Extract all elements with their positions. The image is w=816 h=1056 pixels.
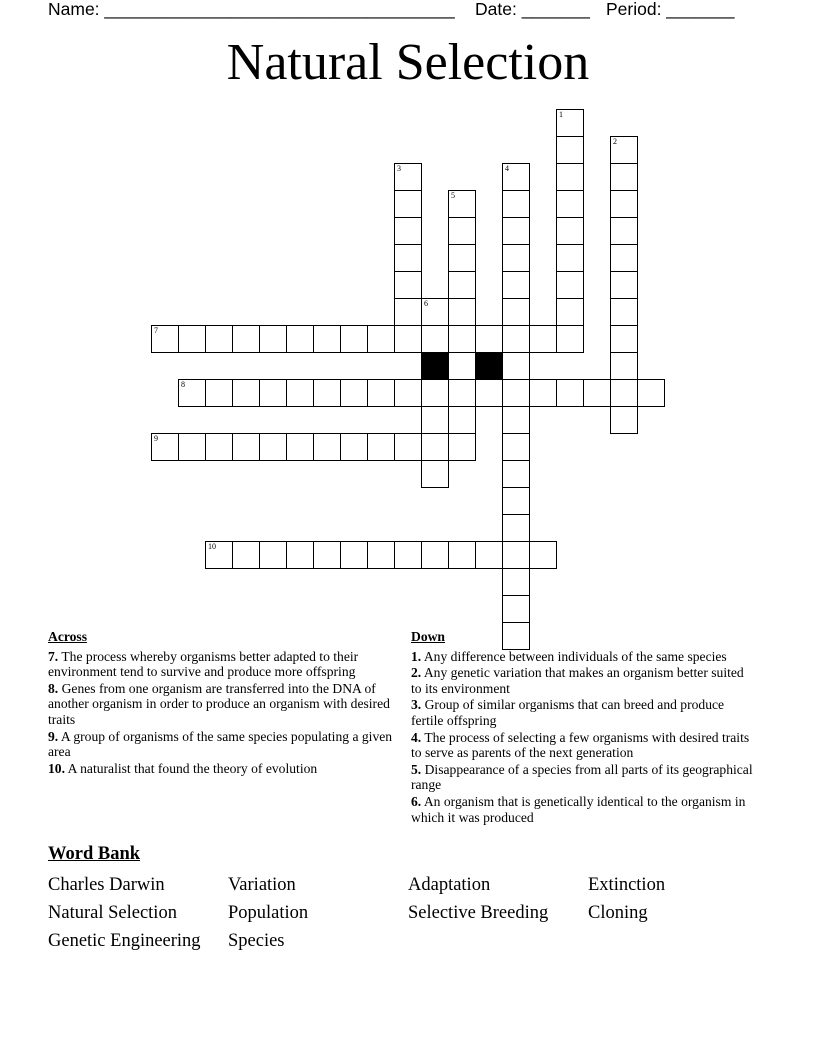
crossword-cell[interactable] <box>259 433 287 461</box>
word-bank-word: Selective Breeding <box>408 903 549 923</box>
clue-item <box>48 729 404 760</box>
crossword-cell[interactable] <box>259 325 287 353</box>
cell-number: 8 <box>181 380 185 389</box>
crossword-cell[interactable] <box>448 433 476 461</box>
word-bank-word: Cloning <box>588 903 648 923</box>
crossword-cell[interactable] <box>394 379 422 407</box>
crossword-cell[interactable] <box>421 541 449 569</box>
crossword-cell[interactable] <box>313 379 341 407</box>
crossword-cell[interactable] <box>394 217 422 245</box>
crossword-cell[interactable] <box>529 379 557 407</box>
crossword-cell[interactable] <box>610 244 638 272</box>
crossword-cell[interactable] <box>556 217 584 245</box>
cell-number: 7 <box>154 326 158 335</box>
crossword-cell[interactable] <box>205 433 233 461</box>
word-bank-word: Natural Selection <box>48 903 177 923</box>
clue-item <box>411 762 756 793</box>
word-bank-title: Word Bank <box>48 844 141 864</box>
clue-text: Group of similar organisms that can breed and produce fertile offspring <box>411 697 725 728</box>
across-clues <box>48 629 404 777</box>
crossword-cell[interactable] <box>529 541 557 569</box>
crossword-cell[interactable] <box>502 163 530 191</box>
crossword-cell[interactable] <box>448 406 476 434</box>
crossword-cell[interactable] <box>448 541 476 569</box>
crossword-cell[interactable] <box>151 325 179 353</box>
crossword-cell[interactable] <box>205 379 233 407</box>
crossword-cell[interactable] <box>502 595 530 623</box>
crossword-cell[interactable] <box>313 325 341 353</box>
clue-number: 5. <box>411 761 422 777</box>
crossword-cell[interactable] <box>421 406 449 434</box>
crossword-cell[interactable] <box>502 271 530 299</box>
crossword-cell[interactable] <box>610 325 638 353</box>
word-bank-word: Population <box>228 903 309 923</box>
crossword-cell[interactable] <box>232 433 260 461</box>
clue-number: 4. <box>411 729 422 745</box>
crossword-cell[interactable] <box>502 217 530 245</box>
down-heading: Down <box>411 629 445 644</box>
crossword-cell[interactable] <box>610 271 638 299</box>
crossword-cell[interactable] <box>556 109 584 137</box>
crossword-cell[interactable] <box>394 298 422 326</box>
crossword-cell[interactable] <box>421 298 449 326</box>
crossword-cell[interactable] <box>394 244 422 272</box>
cell-number: 5 <box>451 191 455 200</box>
period-field[interactable]: Period: _______ <box>606 0 735 19</box>
clue-item <box>48 681 404 728</box>
crossword-cell[interactable] <box>232 325 260 353</box>
clue-item <box>411 794 756 825</box>
crossword-cell[interactable] <box>394 433 422 461</box>
crossword-cell[interactable] <box>610 352 638 380</box>
crossword-cell[interactable] <box>556 190 584 218</box>
clue-text: An organism that is genetically identical to the organism in which it was produced <box>411 793 746 825</box>
clue-number: 10. <box>48 760 65 776</box>
crossword-cell[interactable] <box>502 433 530 461</box>
crossword-cell[interactable] <box>232 541 260 569</box>
crossword-cell[interactable] <box>610 298 638 326</box>
crossword-cell[interactable] <box>556 136 584 164</box>
crossword-cell[interactable] <box>502 379 530 407</box>
crossword-cell[interactable] <box>502 541 530 569</box>
crossword-cell[interactable] <box>421 379 449 407</box>
crossword-cell[interactable] <box>151 433 179 461</box>
crossword-cell[interactable] <box>610 406 638 434</box>
clue-number: 7. <box>48 648 59 664</box>
crossword-cell[interactable] <box>394 190 422 218</box>
crossword-cell[interactable] <box>421 325 449 353</box>
cell-number: 3 <box>397 164 401 173</box>
cell-number: 10 <box>208 542 216 551</box>
crossword-cell[interactable] <box>367 379 395 407</box>
crossword-cell[interactable] <box>556 163 584 191</box>
clue-text: The process whereby organisms better adapted to their environment tend to survive and produce more offspring <box>48 648 359 680</box>
cell-number: 4 <box>505 164 509 173</box>
crossword-cell[interactable] <box>421 433 449 461</box>
clue-text: Any difference between individuals of the same species <box>423 648 727 664</box>
crossword-cell[interactable] <box>502 352 530 380</box>
crossword-cell[interactable] <box>475 325 503 353</box>
crossword-cell[interactable] <box>394 325 422 353</box>
black-square <box>475 352 503 380</box>
crossword-cell[interactable] <box>340 433 368 461</box>
crossword-cell[interactable] <box>637 379 665 407</box>
down-clues <box>411 629 756 826</box>
crossword-cell[interactable] <box>178 433 206 461</box>
clue-item <box>411 649 756 665</box>
word-bank-word: Extinction <box>588 875 666 895</box>
crossword-cell[interactable] <box>394 271 422 299</box>
clue-number: 9. <box>48 728 59 744</box>
crossword-cell[interactable] <box>610 163 638 191</box>
clue-item <box>411 730 756 761</box>
word-bank-word: Charles Darwin <box>48 875 165 895</box>
crossword-cell[interactable] <box>448 298 476 326</box>
crossword-cell[interactable] <box>610 190 638 218</box>
clue-number: 8. <box>48 680 59 696</box>
clue-text: Any genetic variation that makes an organism better suited to its environment <box>411 665 744 696</box>
date-field[interactable]: Date: _______ <box>475 0 590 19</box>
crossword-cell[interactable] <box>367 325 395 353</box>
crossword-cell[interactable] <box>448 325 476 353</box>
clue-text: Genes from one organism are transferred into the DNA of another organism in order to produce an organism with desired traits <box>48 680 390 727</box>
clue-item <box>411 665 756 696</box>
crossword-cell[interactable] <box>421 460 449 488</box>
crossword-cell[interactable] <box>367 433 395 461</box>
across-heading: Across <box>48 629 88 644</box>
crossword-cell[interactable] <box>610 136 638 164</box>
clue-text: The process of selecting a few organisms with desired traits to serve as parents of the next generation <box>411 729 750 761</box>
crossword-cell[interactable] <box>232 379 260 407</box>
black-square <box>421 352 449 380</box>
crossword-cell[interactable] <box>448 217 476 245</box>
clue-number: 2. <box>411 665 422 681</box>
crossword-cell[interactable] <box>448 271 476 299</box>
clue-item <box>411 697 756 728</box>
crossword-cell[interactable] <box>448 244 476 272</box>
crossword-cell[interactable] <box>610 217 638 245</box>
word-bank-word: Genetic Engineering <box>48 931 201 951</box>
crossword-cell[interactable] <box>286 325 314 353</box>
crossword-cell[interactable] <box>259 379 287 407</box>
crossword-cell[interactable] <box>448 379 476 407</box>
crossword-cell[interactable] <box>367 541 395 569</box>
crossword-cell[interactable] <box>502 514 530 542</box>
cell-number: 2 <box>613 137 617 146</box>
clue-number: 6. <box>411 793 422 809</box>
crossword-cell[interactable] <box>205 325 233 353</box>
crossword-cell[interactable] <box>448 352 476 380</box>
crossword-cell[interactable] <box>205 541 233 569</box>
clue-text: A group of organisms of the same species populating a given area <box>48 728 393 760</box>
clue-text: A naturalist that found the theory of evolution <box>67 760 318 776</box>
clue-text: Disappearance of a species from all parts of its geographical range <box>411 761 753 793</box>
crossword-cell[interactable] <box>502 190 530 218</box>
crossword-cell[interactable] <box>556 271 584 299</box>
crossword-cell[interactable] <box>556 244 584 272</box>
crossword-cell[interactable] <box>178 325 206 353</box>
cell-number: 9 <box>154 434 158 443</box>
crossword-cell[interactable] <box>502 244 530 272</box>
crossword-cell[interactable] <box>286 541 314 569</box>
word-bank-word: Adaptation <box>408 875 491 895</box>
crossword-cell[interactable] <box>286 379 314 407</box>
crossword-cell[interactable] <box>556 298 584 326</box>
crossword-cell[interactable] <box>502 406 530 434</box>
crossword-cell[interactable] <box>448 190 476 218</box>
crossword-cell[interactable] <box>502 325 530 353</box>
crossword-cell[interactable] <box>394 163 422 191</box>
crossword-cell[interactable] <box>502 298 530 326</box>
crossword-cell[interactable] <box>340 325 368 353</box>
crossword-cell[interactable] <box>475 541 503 569</box>
crossword-cell[interactable] <box>502 487 530 515</box>
crossword-cell[interactable] <box>556 325 584 353</box>
crossword-cell[interactable] <box>259 541 287 569</box>
cell-number: 6 <box>424 299 428 308</box>
crossword-cell[interactable] <box>502 460 530 488</box>
crossword-cell[interactable] <box>502 568 530 596</box>
crossword-cell[interactable] <box>583 379 611 407</box>
crossword-cell[interactable] <box>178 379 206 407</box>
crossword-cell[interactable] <box>394 541 422 569</box>
word-bank-word: Variation <box>228 875 296 895</box>
cell-number: 1 <box>559 110 563 119</box>
page-title: Natural Selection <box>226 34 590 91</box>
crossword-cell[interactable] <box>556 379 584 407</box>
name-field[interactable]: Name: ____________________________________ <box>48 0 455 19</box>
crossword-cell[interactable] <box>340 379 368 407</box>
crossword-cell[interactable] <box>529 325 557 353</box>
crossword-cell[interactable] <box>340 541 368 569</box>
crossword-cell[interactable] <box>610 379 638 407</box>
crossword-cell[interactable] <box>313 541 341 569</box>
clue-number: 3. <box>411 697 422 713</box>
clue-number: 1. <box>411 648 422 664</box>
clue-item <box>48 761 404 777</box>
crossword-cell[interactable] <box>286 433 314 461</box>
clue-item <box>48 649 404 680</box>
word-bank-word: Species <box>228 931 285 951</box>
crossword-cell[interactable] <box>313 433 341 461</box>
crossword-cell[interactable] <box>475 379 503 407</box>
